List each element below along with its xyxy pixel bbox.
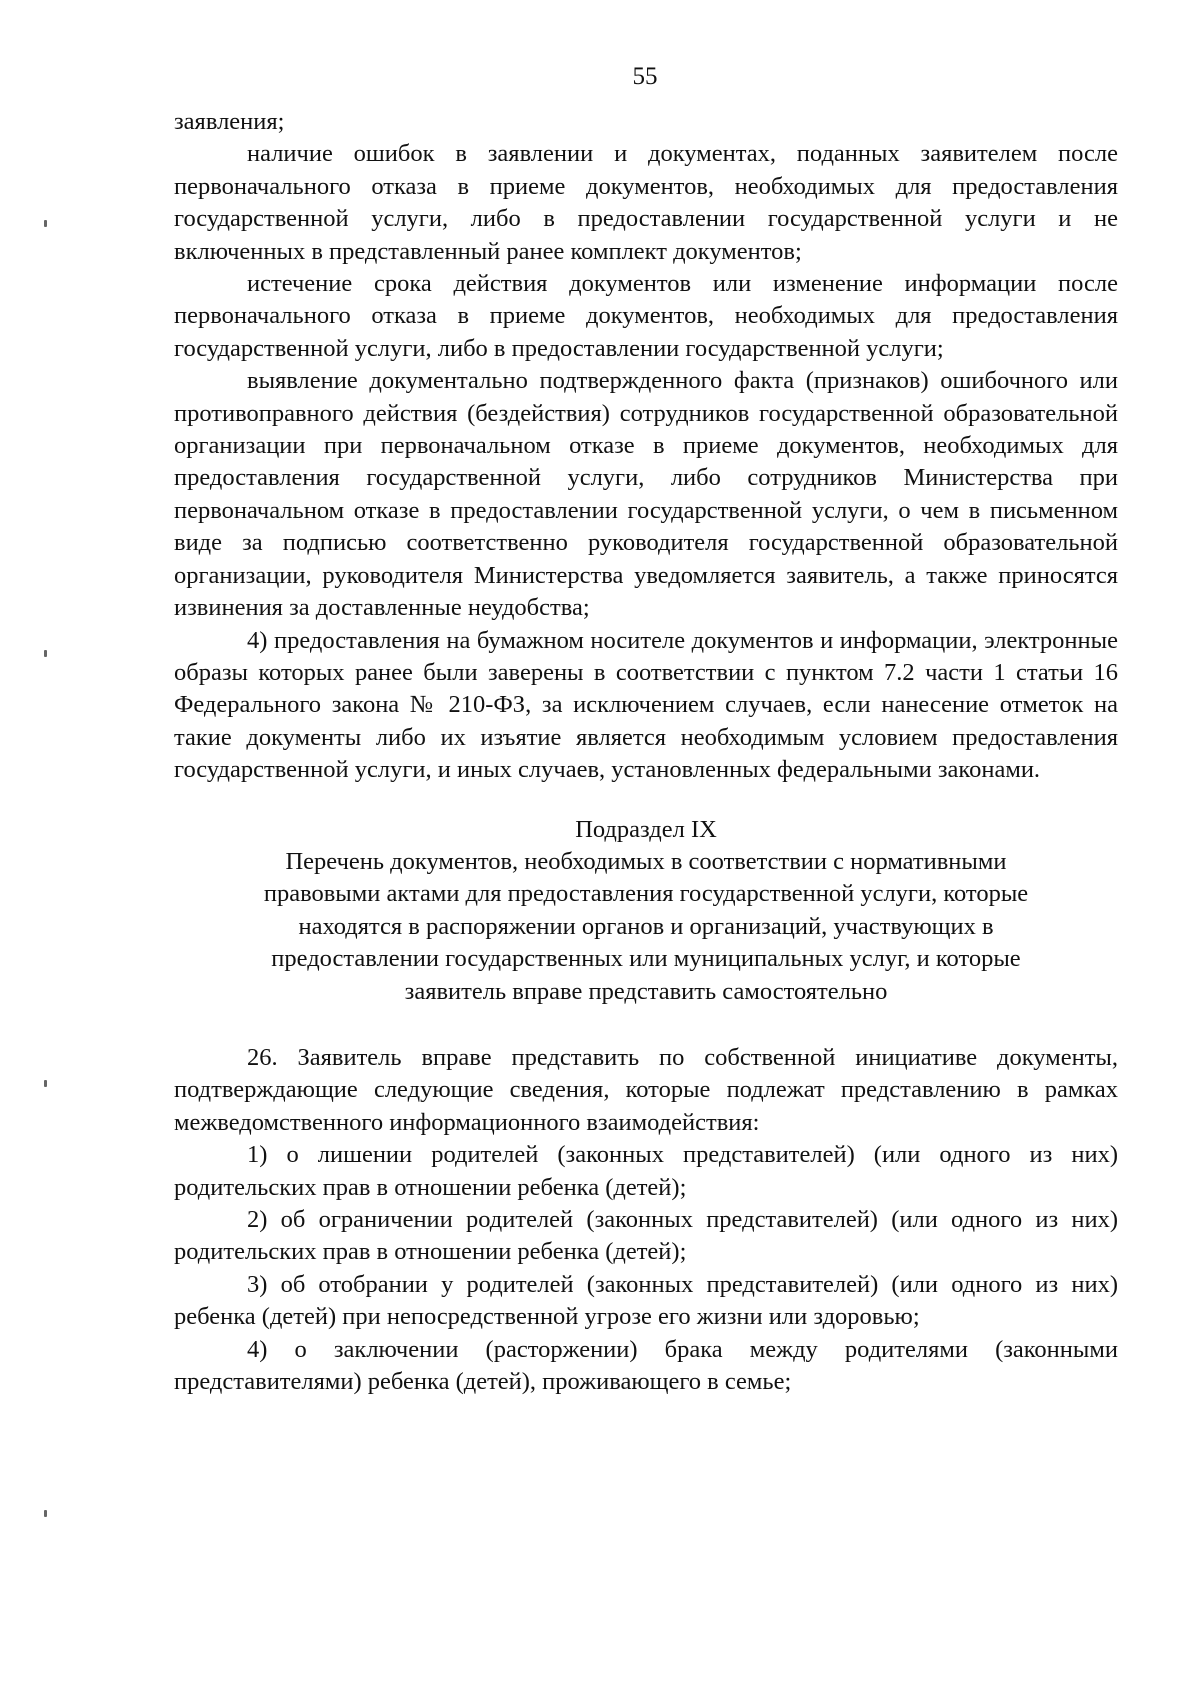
section-heading-line: находятся в распоряжении органов и организаций, участвующих в xyxy=(298,912,994,940)
paragraph: 2) об ограничении родителей (законных представителей) (или одного из них) родительских прав в отношении ребенка (детей); xyxy=(174,1206,1118,1266)
section-title: Подраздел IX xyxy=(575,815,717,843)
section-heading-line: правовыми актами для предоставления государственной услуги, которые xyxy=(263,880,1029,908)
section-heading xyxy=(174,814,1118,1008)
page-number: 55 xyxy=(632,63,658,90)
paragraph: заявления; xyxy=(174,108,285,135)
paragraph: 26. Заявитель вправе представить по собственной инициативе документы, подтверждающие следующие сведения, которые подлежат представлению в рамках межведомственного информационного взаимодействия: xyxy=(174,1043,1118,1136)
paragraph: наличие ошибок в заявлении и документах, поданных заявителем после первоначального отказа в приеме документов, необходимых для предоставления государственной услуги, либо в предоставлении государственной услуги и не включенных в представленный ранее комплект документов; xyxy=(174,140,1118,265)
document-body xyxy=(174,106,1118,1398)
paragraph: 4) предоставления на бумажном носителе документов и информации, электронные образы которых ранее были заверены в соответствии с пунктом 7.2 части 1 статьи 16 Федерального закона № 210-ФЗ, за исключением случаев, если нанесение отметок на такие документы либо их изъятие является необходимым условием предоставления государственной услуги, и иных случаев, установленных федеральными законами. xyxy=(174,626,1118,784)
section-heading-line: заявитель вправе представить самостоятельно xyxy=(404,977,888,1005)
paragraph: 4) о заключении (расторжении) брака между родителями (законными представителями) ребенка (детей), проживающего в семье; xyxy=(174,1335,1118,1396)
section-heading-line: предоставлении государственных или муниципальных услуг, и которые xyxy=(271,945,1021,973)
paragraph: 3) об отобрании у родителей (законных представителей) (или одного из них) ребенка (детей) при непосредственной угрозе его жизни или здоровью; xyxy=(174,1270,1118,1331)
paragraph: 1) о лишении родителей (законных представителей) (или одного из них) родительских прав в отношении ребенка (детей); xyxy=(174,1141,1118,1201)
section-heading-line: Перечень документов, необходимых в соответствии с нормативными xyxy=(285,847,1007,875)
paragraph: выявление документально подтвержденного факта (признаков) ошибочного или противоправного действия (бездействия) сотрудников государственной образовательной организации при первоначальном отказе в приеме документов, необходимых для предоставления государственной услуги, либо сотрудников Министерства при первоначальном отказе в предоставлении государственной услуги, о чем в письменном виде за подписью соответственно руководителя государственной образовательной организации, руководителя Министерства уведомляется заявитель, а также приносятся извинения за доставленные неудобства; xyxy=(174,367,1118,622)
paragraph: истечение срока действия документов или изменение информации после первоначального отказа в приеме документов, необходимых для предоставления государственной услуги, либо в предоставлении государственной услуги; xyxy=(174,270,1118,362)
